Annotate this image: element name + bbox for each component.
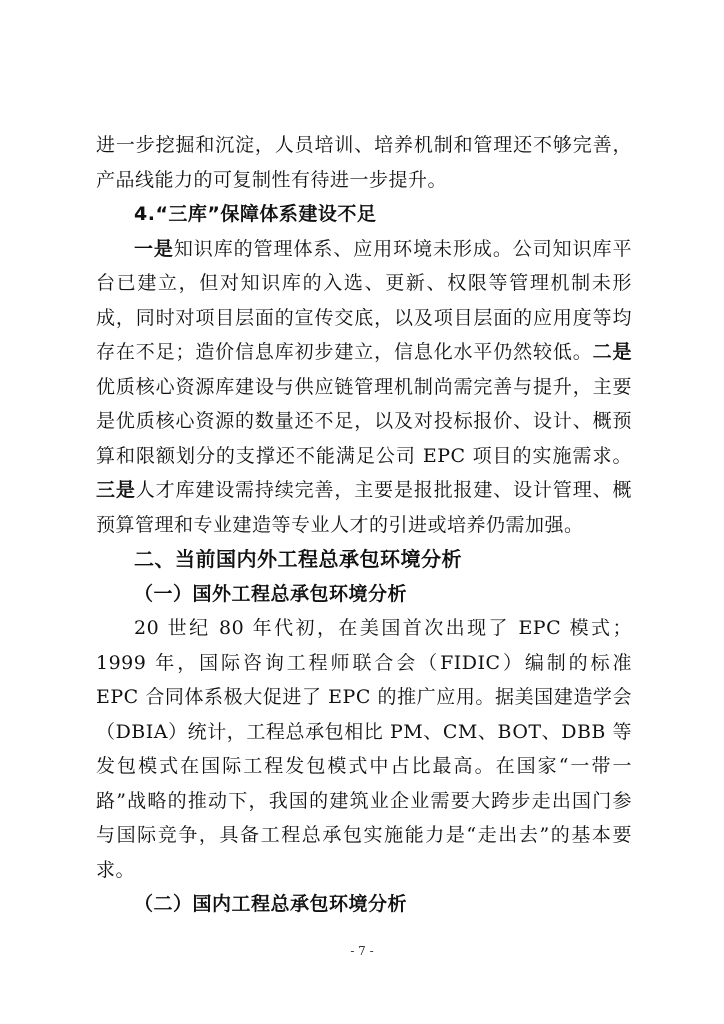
lead-first: 一是 [134, 237, 174, 260]
text-second: 优质核心资源库建设与供应链管理机制尚需完善与提升，主要是优质核心资源的数量还不足，以及对投标报价、设计、概预算和限额划分的支撑还不能满足公司 EPC 项目的实施需求。 [96, 375, 632, 467]
lead-second: 二是 [592, 341, 632, 363]
text-first: 知识库的管理体系、应用环境未形成。公司知识库平台已建立，但对知识库的入选、更新、权限等管理机制未形成，同时对项目层面的宣传交底，以及项目层面的应用度等均存在不足；造价信息库初步建立，信息化水平仍然较低。 [96, 237, 632, 363]
paragraph-three-libraries [96, 232, 632, 543]
page-number: - 7 - [350, 944, 374, 958]
subsection-heading-foreign: （一）国外工程总承包环境分析 [134, 582, 408, 605]
section-heading-4: 4.“三库”保障体系建设不足 [134, 203, 377, 225]
section-heading-2: 二、当前国内外工程总承包环境分析 [134, 547, 462, 571]
lead-third: 三是 [96, 479, 136, 501]
body-text [96, 128, 632, 922]
text-third: 人才库建设需持续完善，主要是报批报建、设计管理、概预算管理和专业建造等专业人才的引进或培养仍需加强。 [96, 479, 632, 536]
paragraph-foreign-epc: 20 世纪 80 年代初，在美国首次出现了 EPC 模式；1999 年，国际咨询工程师联合会（FIDIC）编制的标准 EPC 合同体系极大促进了 EPC 的推广应用。据美国建造学会（DBIA）统计，工程总承包相比 PM、CM、BOT、DBB 等发包模式在国际工程发包模式中占比最高。在国家“一带一路”战略的推动下，我国的建筑业企业需要大跨步走出国门参与国际竞争，具备工程总承包实施能力是“走出去”的基本要求。 [96, 617, 632, 881]
subsection-heading-domestic: （二）国内工程总承包环境分析 [134, 893, 408, 915]
paragraph-continuation: 进一步挖掘和沉淀，人员培训、培养机制和管理还不够完善，产品线能力的可复制性有待进一步提升。 [96, 134, 632, 191]
